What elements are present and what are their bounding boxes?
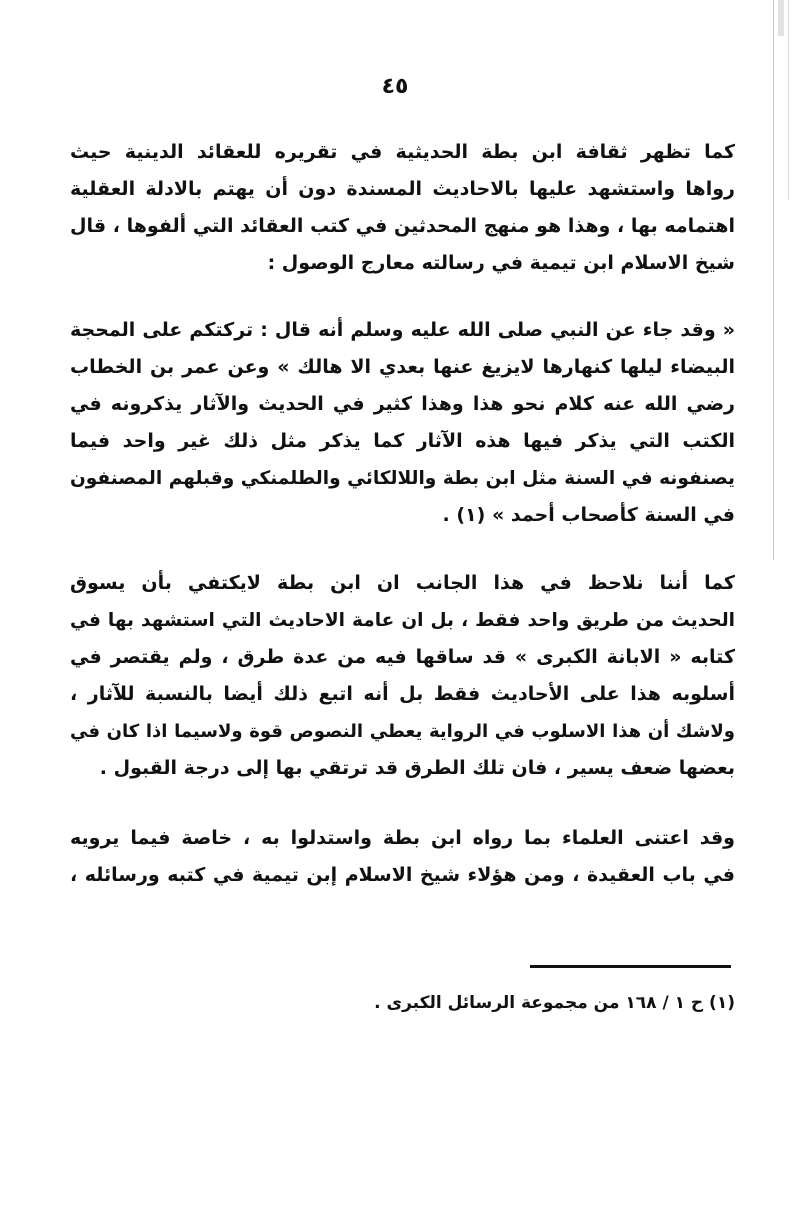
text-line: كتابه « الابانة الكبرى » قد ساقها فيه من عدة طرق ، ولم يقتصر في xyxy=(70,646,735,668)
text-line: البيضاء ليلها كنهارها لايزيغ عنها بعدي الا هالك » وعن عمر بن الخطاب xyxy=(70,356,735,378)
scan-edge-line xyxy=(788,0,789,200)
paragraph xyxy=(70,820,735,894)
text-line: بعضها ضعف يسير ، فان تلك الطرق قد ترتقي بها إلى درجة القبول . xyxy=(99,757,735,779)
text-line: الكتب التي يذكر فيها هذه الآثار كما يذكر مثل ذلك غير واحد فيما xyxy=(70,430,735,452)
text-line: الحديث من طريق واحد فقط ، بل ان عامة الاحاديث التي استشهد بها في xyxy=(70,610,735,631)
paragraph-quotation xyxy=(70,312,735,534)
text-line: رواها واستشهد عليها بالاحاديث المسندة دون أن يهتم بالادلة العقلية xyxy=(70,178,735,200)
text-line: رضي الله عنه كلام نحو هذا وهذا كثير في الحديث والآثار يذكرونه في xyxy=(70,393,735,415)
scan-mark xyxy=(778,0,784,36)
text-line: في باب العقيدة ، ومن هؤلاء شيخ الاسلام إبن تيمية في كتبه ورسائله ، xyxy=(70,864,735,886)
text-line: شيخ الاسلام ابن تيمية في رسالته معارج الوصول : xyxy=(267,252,735,274)
footnote: (١) ح ١ / ١٦٨ من مجموعة الرسائل الكبرى . xyxy=(374,993,735,1013)
text-line: يصنفونه في السنة مثل ابن بطة واللالكائي والطلمنكي وقبلهم المصنفون xyxy=(70,468,735,489)
text-line: كما أننا نلاحظ في هذا الجانب ان ابن بطة لايكتفي بأن يسوق xyxy=(70,572,735,594)
text-line: اهتمامه بها ، وهذا هو منهج المحدثين في كتب العقائد التي ألفوها ، قال xyxy=(70,215,735,237)
paragraph xyxy=(70,565,735,787)
text-line: وقد اعتنى العلماء بما رواه ابن بطة واستدلوا به ، خاصة فيما يرويه xyxy=(70,827,735,849)
text-line: أسلوبه هذا على الأحاديث فقط بل أنه اتبع ذلك أيضا بالنسبة للآثار ، xyxy=(70,683,735,705)
text-line: « وقد جاء عن النبي صلى الله عليه وسلم أنه قال : تركتكم على المحجة xyxy=(70,319,735,341)
paragraph xyxy=(70,134,735,282)
text-line: كما تظهر ثقافة ابن بطة الحديثية في تقريره للعقائد الدينية حيث xyxy=(70,141,735,163)
text-line: ولاشك أن هذا الاسلوب في الرواية يعطي النصوص قوة ولاسيما اذا كان في xyxy=(70,721,735,742)
footnote-separator xyxy=(530,965,731,968)
text-line: في السنة كأصحاب أحمد » (١) . xyxy=(442,504,735,526)
page-number: ٤٥ xyxy=(381,74,409,99)
